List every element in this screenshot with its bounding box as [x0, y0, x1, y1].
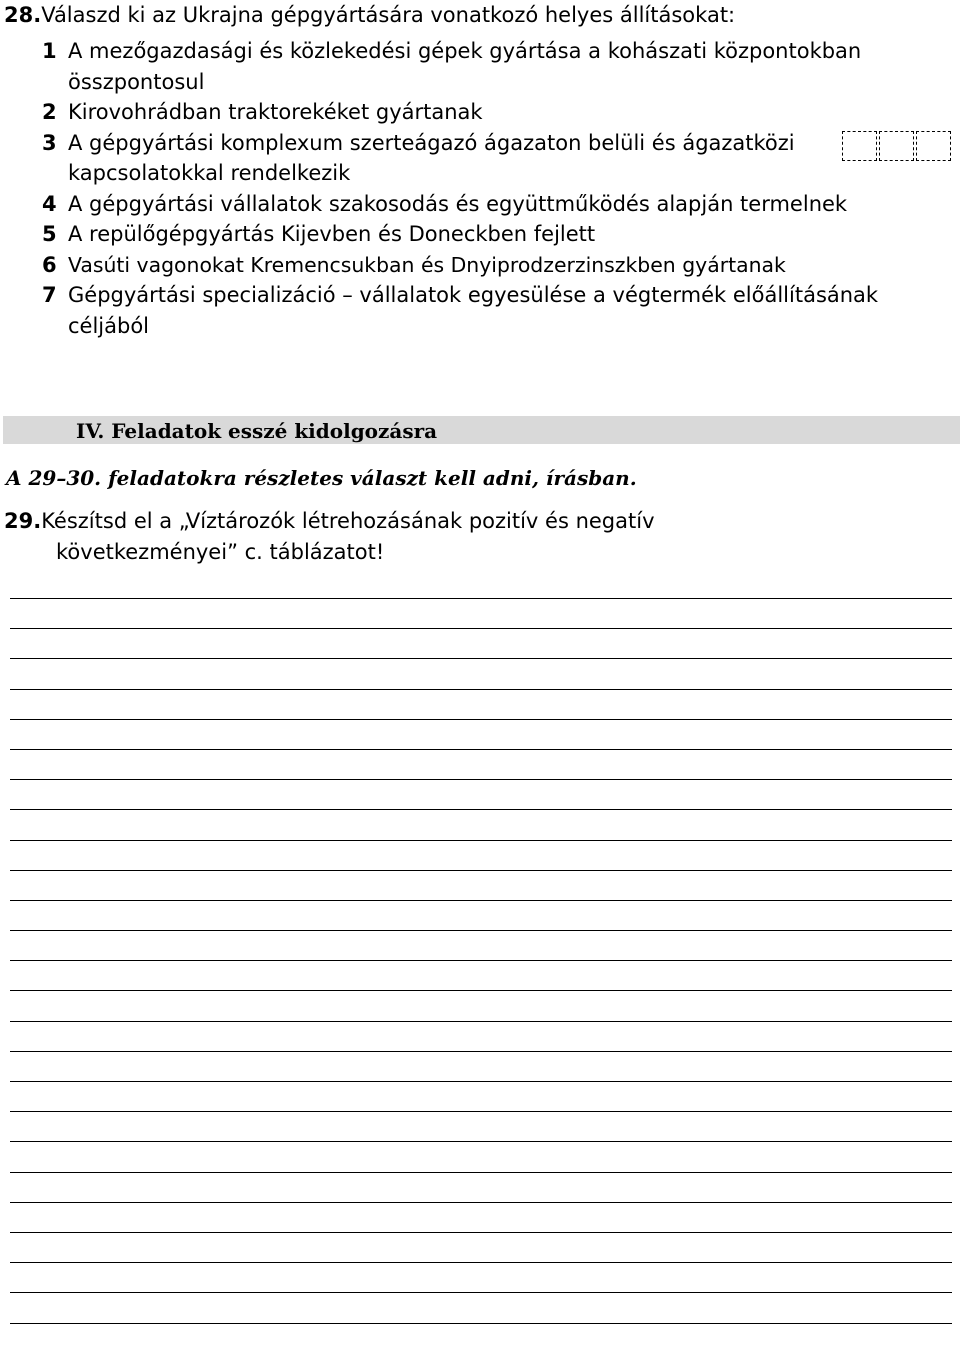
section-instruction: A 29–30. feladatokra részletes választ kell adni, írásban. — [6, 466, 637, 490]
writing-line[interactable] — [10, 628, 952, 658]
writing-line[interactable] — [10, 1172, 952, 1202]
writing-line[interactable] — [10, 900, 952, 930]
statement-text: A repülőgépgyártás Kijevben és Doneckben fejlett — [68, 222, 596, 246]
statement-text: A mezőgazdasági és közlekedési gépek gyártása a kohászati központokban összpontosul — [68, 39, 862, 94]
answer-box[interactable] — [916, 131, 951, 161]
statement-text: A gépgyártási komplexum szerteágazó ágazaton belüli és ágazatközi kapcsolatokkal rendelkezik — [68, 130, 795, 185]
writing-line[interactable] — [10, 1202, 952, 1232]
answer-writing-lines[interactable] — [10, 598, 952, 1353]
question-29-line-1 — [4, 506, 944, 537]
statement-item — [42, 189, 957, 220]
answer-box[interactable] — [879, 131, 914, 161]
question-28-heading — [4, 0, 735, 30]
statement-number: 5 — [42, 222, 57, 246]
writing-line[interactable] — [10, 719, 952, 749]
statement-text: Gépgyártási specializáció – vállalatok egyesülése a végtermék előállításának céljából — [68, 283, 879, 338]
statement-item — [42, 97, 957, 128]
writing-line[interactable] — [10, 1081, 952, 1111]
section-title: IV. Feladatok esszé kidolgozásra — [76, 419, 438, 443]
writing-line[interactable] — [10, 1141, 952, 1171]
writing-line[interactable] — [10, 1051, 952, 1081]
writing-line[interactable] — [10, 749, 952, 779]
writing-line[interactable] — [10, 870, 952, 900]
statement-number: 2 — [42, 100, 57, 124]
statement-number: 7 — [42, 283, 57, 307]
statement-text: Kirovohrádban traktorekéket gyártanak — [68, 100, 483, 124]
question-28-number: 28. — [4, 3, 42, 27]
writing-line[interactable] — [10, 1292, 952, 1322]
statement-item — [42, 280, 957, 341]
question-29-line-2: következményei” c. táblázatot! — [56, 539, 385, 564]
statement-item — [42, 219, 957, 250]
writing-line[interactable] — [10, 1232, 952, 1262]
writing-line[interactable] — [10, 1262, 952, 1292]
writing-line[interactable] — [10, 990, 952, 1020]
writing-line[interactable] — [10, 840, 952, 870]
statement-item — [42, 128, 957, 189]
writing-line[interactable] — [10, 960, 952, 990]
statement-number: 1 — [42, 39, 57, 63]
statement-number: 6 — [42, 252, 57, 277]
writing-line[interactable] — [10, 658, 952, 688]
statement-text: A gépgyártási vállalatok szakosodás és együttműködés alapján termelnek — [68, 191, 848, 216]
answer-box[interactable] — [842, 131, 877, 161]
statement-number: 4 — [42, 191, 57, 216]
question-28-prompt: Válaszd ki az Ukrajna gépgyártására vonatkozó helyes állításokat: — [41, 3, 736, 27]
statement-text: Vasúti vagonokat Kremencsukban és Dnyiprodzerzinszkben gyártanak — [68, 252, 786, 277]
statement-item — [42, 250, 957, 281]
writing-line[interactable] — [10, 1323, 952, 1353]
writing-line[interactable] — [10, 689, 952, 719]
statement-item — [42, 36, 957, 97]
writing-line[interactable] — [10, 1111, 952, 1141]
writing-line[interactable] — [10, 930, 952, 960]
writing-line[interactable] — [10, 1021, 952, 1051]
writing-line[interactable] — [10, 598, 952, 628]
question-29-number: 29. — [4, 509, 42, 533]
writing-line[interactable] — [10, 779, 952, 809]
answer-boxes — [842, 131, 953, 161]
question-29 — [4, 506, 944, 567]
statement-number: 3 — [42, 130, 57, 155]
question-29-prompt: Készítsd el a „Víztározók létrehozásának pozitív és negatív — [41, 509, 655, 533]
writing-line[interactable] — [10, 809, 952, 839]
question-28-statements — [42, 36, 957, 341]
